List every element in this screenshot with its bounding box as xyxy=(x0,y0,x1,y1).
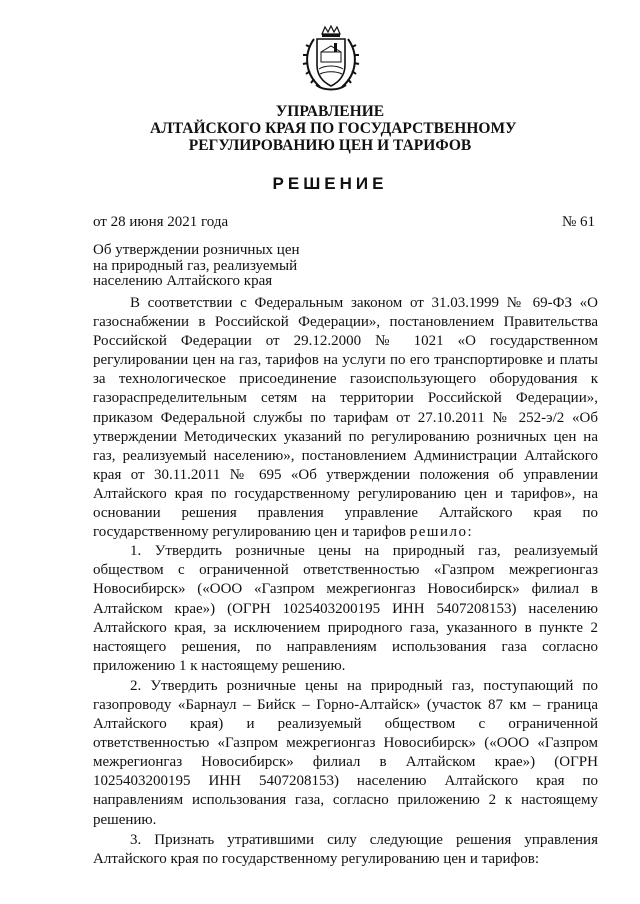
document-subject xyxy=(93,243,333,290)
document-type-title: РЕШЕНИЕ xyxy=(272,174,388,193)
organization-name-line-1: УПРАВЛЕНИЕ xyxy=(275,103,385,120)
subject-line-1: Об утверждении розничных цен xyxy=(93,242,300,258)
preamble-paragraph xyxy=(93,294,598,542)
coat-of-arms-icon xyxy=(300,25,362,95)
preamble-text: В соответствии с Федеральным законом от 31.03.1999 № 69-ФЗ «О газоснабжении в Российской Федерации», постановлением Правительства Российской Федерации от 29.12.2000 № 1021 «О государственном регулировании цен на газ, тарифов на услуги по его транспортировке и платы за технологическое присоединение газоиспользующего оборудования к газораспределительным сетям на территории Российской Федерации», приказом Федеральной службы по тарифам от 27.10.2011 № 252-э/2 «Об утверждении Методических указаний по регулированию розничных цен на газ, реализуемый населению», постановлением Администрации Алтайского края от 30.11.2011 № 695 «Об утверждении положения об управлении Алтайского края по государственному регулированию цен и тарифов», на основании решения правления управление Алтайского края по государственному регулированию цен и тарифов xyxy=(93,295,598,541)
document-number: № 61 xyxy=(561,214,595,230)
item-3-paragraph: 3. Признать утратившими силу следующие решения управления Алтайского края по государственному регулированию цен и тарифов: xyxy=(93,831,598,867)
item-1-paragraph: 1. Утвердить розничные цены на природный газ, реализуемый обществом с ограниченной ответственностью «Газпром межрегионгаз Новосибирск» («ООО «Газпром межрегионгаз Новосибирск» филиал в Алтайском крае») (ОГРН 1025403200195 ИНН 5407208153) населению Алтайского края, за исключением природного газа, указанного в пункте 2 настоящего решения, по направлениям использования газа согласно приложению 1 к настоящему решению. xyxy=(93,543,598,674)
subject-line-3: населению Алтайского края xyxy=(93,273,273,289)
item-2-paragraph: 2. Утвердить розничные цены на природный газ, поступающий по газопроводу «Барнаул – Бийск – Горно-Алтайск» (участок 87 км – граница Алтайского края) и реализуемый обществом с ограниченной ответственностью «Газпром межрегионгаз Новосибирск» («ООО «Газпром межрегионгаз Новосибирск» филиал в Алтайском крае») (ОГРН 1025403200195 ИНН 5407208153) населению Алтайского края по направлениям использования газа, согласно приложению 2 к настоящему решению. xyxy=(93,677,598,828)
organization-name-line-2: АЛТАЙСКОГО КРАЯ ПО ГОСУДАРСТВЕННОМУ xyxy=(150,120,517,137)
organization-name-line-3: РЕГУЛИРОВАНИЮ ЦЕН И ТАРИФОВ xyxy=(188,137,472,154)
organization-name xyxy=(150,103,517,154)
subject-line-2: на природный газ, реализуемый xyxy=(93,257,298,274)
document-date: от 28 июня 2021 года xyxy=(93,214,229,230)
decided-word: решило xyxy=(409,524,468,541)
preamble-end: : xyxy=(467,524,472,541)
document-body xyxy=(93,294,598,869)
